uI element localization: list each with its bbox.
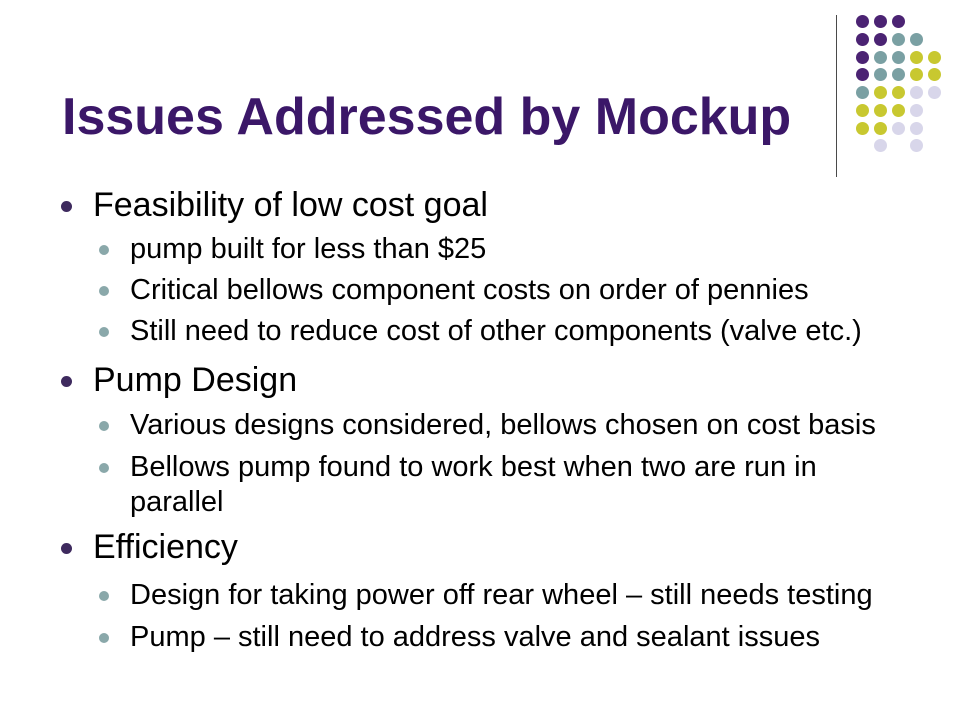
- decor-dot: [910, 68, 923, 81]
- decor-dot: [928, 68, 941, 81]
- bullet-feasibility: [93, 185, 488, 225]
- bullet-text: Various designs considered, bellows chosen on cost basis: [130, 409, 876, 441]
- bullet-dot-icon: [61, 201, 72, 212]
- sub-bullet-dot-icon: [99, 591, 109, 601]
- bullet-text: Critical bellows component costs on order of pennies: [130, 274, 809, 306]
- sub-bullet-valve-sealant: [130, 620, 900, 655]
- decor-dot: [910, 51, 923, 64]
- decor-dot: [856, 86, 869, 99]
- sub-bullet-dot-icon: [99, 327, 109, 337]
- bullet-text: Pump Design: [93, 361, 298, 399]
- sub-bullet-dot-icon: [99, 286, 109, 296]
- sub-bullet-bellows-parallel: [130, 450, 900, 520]
- decor-dot: [892, 86, 905, 99]
- sub-bullet-rear-wheel: [130, 578, 900, 613]
- bullet-text: Efficiency: [93, 528, 238, 566]
- decor-dot: [892, 104, 905, 117]
- sub-bullet-reduce-cost: [130, 314, 900, 349]
- decor-dot: [856, 122, 869, 135]
- decor-dot: [928, 51, 941, 64]
- sub-bullet-dot-icon: [99, 421, 109, 431]
- decor-dot: [910, 139, 923, 152]
- decor-dot: [892, 15, 905, 28]
- bullet-text: Still need to reduce cost of other components (valve etc.): [130, 315, 862, 347]
- decor-dot: [910, 33, 923, 46]
- decor-dot: [874, 51, 887, 64]
- decor-dot: [874, 139, 887, 152]
- decor-dot: [856, 51, 869, 64]
- decor-dot: [874, 86, 887, 99]
- decor-dot: [856, 15, 869, 28]
- bullet-text: Bellows pump found to work best when two are run in parallel: [130, 451, 817, 518]
- bullet-dot-icon: [61, 376, 72, 387]
- sub-bullet-dot-icon: [99, 463, 109, 473]
- decor-dot: [856, 33, 869, 46]
- decor-dot: [874, 68, 887, 81]
- decor-dot: [892, 51, 905, 64]
- decor-dot: [856, 68, 869, 81]
- divider-line: [836, 15, 837, 177]
- slide-title: Issues Addressed by Mockup: [62, 88, 792, 146]
- decor-dot: [910, 104, 923, 117]
- sub-bullet-dot-icon: [99, 633, 109, 643]
- decor-dot: [874, 33, 887, 46]
- decor-dot: [910, 122, 923, 135]
- decor-dot: [910, 86, 923, 99]
- bullet-text: Feasibility of low cost goal: [93, 186, 488, 224]
- sub-bullet-pump-cost: [130, 232, 900, 267]
- bullet-efficiency: [93, 527, 238, 567]
- decor-dot: [928, 86, 941, 99]
- sub-bullet-dot-icon: [99, 245, 109, 255]
- decor-dot: [892, 122, 905, 135]
- decor-dot: [892, 68, 905, 81]
- decor-dot: [874, 122, 887, 135]
- bullet-dot-icon: [61, 543, 72, 554]
- bullet-text: pump built for less than $25: [130, 233, 487, 265]
- decor-dot: [892, 33, 905, 46]
- bullet-pump-design: [93, 360, 297, 400]
- decor-dot: [874, 104, 887, 117]
- sub-bullet-bellows-cost: [130, 273, 900, 308]
- bullet-text: Design for taking power off rear wheel – still needs testing: [130, 579, 873, 611]
- decor-dot: [856, 104, 869, 117]
- bullet-text: Pump – still need to address valve and sealant issues: [130, 621, 820, 653]
- decor-dot: [874, 15, 887, 28]
- sub-bullet-designs-considered: [130, 408, 900, 443]
